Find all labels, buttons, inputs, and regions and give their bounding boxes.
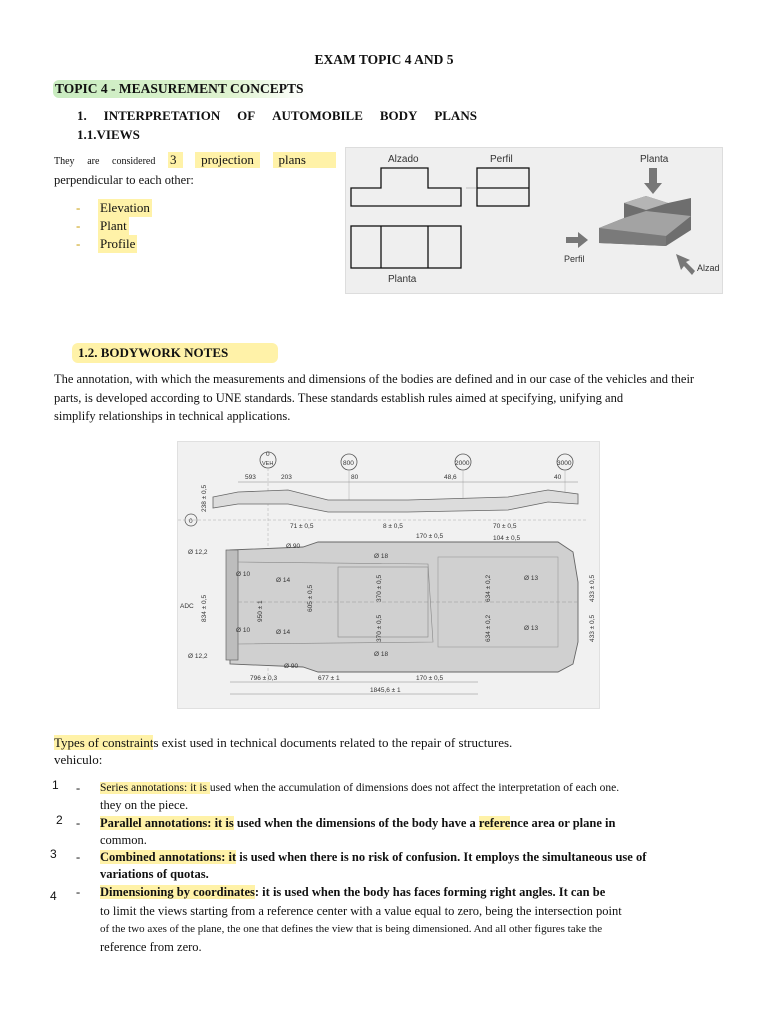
svg-text:Ø 90: Ø 90 bbox=[284, 663, 299, 670]
svg-text:8 ± 0,5: 8 ± 0,5 bbox=[383, 523, 403, 530]
list-item bbox=[76, 235, 152, 253]
section-heading-bodywork-notes: 1.2. BODYWORK NOTES bbox=[72, 343, 278, 363]
alzado-arrow-icon bbox=[676, 254, 695, 275]
svg-text:Ø 12,2: Ø 12,2 bbox=[188, 653, 208, 660]
profile-shape bbox=[477, 168, 529, 206]
svg-text:170 ± 0,5: 170 ± 0,5 bbox=[416, 675, 444, 682]
list-item-parallel bbox=[76, 815, 706, 851]
projection-views-figure bbox=[345, 147, 723, 294]
highlighted-text: Series annotations: it is bbox=[100, 782, 210, 794]
constraints-intro-line1 bbox=[54, 734, 744, 751]
svg-text:3000: 3000 bbox=[557, 460, 572, 467]
svg-text:70 ± 0,5: 70 ± 0,5 bbox=[493, 523, 517, 530]
intro-word: 3 bbox=[168, 152, 183, 168]
highlighted-text: refere bbox=[478, 816, 511, 830]
highlighted-text: Parallel annotations: it is bbox=[100, 816, 234, 830]
bullet-dash: - bbox=[76, 218, 81, 233]
item-line bbox=[100, 884, 706, 901]
svg-text:605 ± 0,5: 605 ± 0,5 bbox=[307, 584, 314, 612]
highlighted-text: Combined annotations: it bbox=[100, 850, 237, 864]
intro-word: They bbox=[54, 156, 75, 167]
svg-text:Ø 12,2: Ø 12,2 bbox=[188, 549, 208, 556]
item-line bbox=[100, 780, 706, 797]
svg-text:170 ± 0,5: 170 ± 0,5 bbox=[416, 533, 444, 540]
svg-text:677 ± 1: 677 ± 1 bbox=[318, 675, 340, 682]
svg-text:Ø 13: Ø 13 bbox=[524, 625, 539, 632]
list-item bbox=[76, 199, 152, 217]
svg-text:71 ± 0,5: 71 ± 0,5 bbox=[290, 523, 314, 530]
item-number: 3 bbox=[50, 847, 57, 861]
bullet-dash: - bbox=[76, 236, 81, 251]
svg-text:Ø 10: Ø 10 bbox=[236, 571, 251, 578]
item-line: common. bbox=[100, 833, 147, 847]
plan-shape bbox=[351, 226, 461, 268]
alzado-arrow-label: Alzad bbox=[697, 263, 720, 273]
svg-text:593: 593 bbox=[245, 474, 256, 481]
item-line: reference from zero. bbox=[100, 940, 202, 954]
bullet-dash: - bbox=[76, 200, 81, 215]
bullet-dash: - bbox=[76, 816, 81, 830]
svg-text:950 ± 1: 950 ± 1 bbox=[257, 600, 264, 622]
svg-text:1845,6 ± 1: 1845,6 ± 1 bbox=[370, 687, 401, 694]
svg-text:Ø 13: Ø 13 bbox=[524, 575, 539, 582]
highlighted-text: Types of constraint bbox=[54, 735, 154, 750]
list-item-label: Elevation bbox=[100, 200, 150, 215]
chassis-dimension-figure bbox=[177, 441, 600, 709]
heading-word: BODY bbox=[379, 108, 418, 123]
svg-text:ADC: ADC bbox=[180, 603, 194, 610]
paragraph-line: parts, is developed according to UNE standards. These standards establish rules aimed at specifying, unifying and bbox=[54, 390, 624, 405]
svg-text:433 ± 0,5: 433 ± 0,5 bbox=[589, 614, 596, 642]
item-line: of the two axes of the plane, the one that defines the view that is being dimensioned. And all other figures take the bbox=[100, 923, 603, 935]
bullet-dash: - bbox=[76, 885, 81, 899]
constraints-intro-line2: vehiculo: bbox=[54, 752, 103, 767]
svg-text:0: 0 bbox=[266, 451, 270, 458]
projection-drawing bbox=[346, 148, 722, 293]
elevation-shape bbox=[351, 168, 461, 206]
svg-text:800: 800 bbox=[343, 460, 354, 467]
list-item-label: Plant bbox=[100, 218, 127, 233]
plain-text: used when the accumulation of dimensions does not affect the interpretation of each one. bbox=[209, 782, 620, 794]
planta-bottom-label: Planta bbox=[388, 274, 417, 285]
svg-text:370 ± 0,5: 370 ± 0,5 bbox=[376, 574, 383, 602]
intro-word: projection bbox=[195, 152, 260, 168]
list-item-combined bbox=[76, 849, 706, 885]
svg-text:Ø 18: Ø 18 bbox=[374, 553, 389, 560]
plain-text: is used when there is no risk of confusion. It employs the simultaneous use of bbox=[236, 850, 647, 864]
list-item-label: Profile bbox=[100, 236, 136, 251]
planta-arrow-icon bbox=[644, 168, 662, 194]
item-line bbox=[100, 815, 706, 832]
svg-text:796 ± 0,3: 796 ± 0,3 bbox=[250, 675, 278, 682]
plain-text: s exist used in technical documents related to the repair of structures. bbox=[153, 735, 513, 750]
svg-text:433 ± 0,5: 433 ± 0,5 bbox=[589, 574, 596, 602]
intro-word: plans bbox=[273, 152, 336, 168]
plain-text: used when the dimensions of the body have a bbox=[233, 816, 479, 830]
views-intro-line1 bbox=[54, 152, 336, 168]
item-line: to limit the views starting from a reference center with a value equal to zero, being the intersection point bbox=[100, 904, 622, 918]
svg-text:40: 40 bbox=[554, 474, 562, 481]
constraints-intro bbox=[54, 734, 744, 768]
svg-text:Ø 14: Ø 14 bbox=[276, 577, 291, 584]
svg-text:634 ± 0,2: 634 ± 0,2 bbox=[485, 574, 492, 602]
plain-text: : it is used when the body has faces forming right angles. It can be bbox=[254, 885, 606, 899]
item-number: 2 bbox=[56, 813, 63, 827]
bullet-dash: - bbox=[76, 850, 81, 864]
svg-text:634 ± 0,2: 634 ± 0,2 bbox=[485, 614, 492, 642]
highlighted-text: Dimensioning by coordinates bbox=[100, 885, 255, 899]
svg-text:Ø 10: Ø 10 bbox=[236, 627, 251, 634]
heading-word: PLANS bbox=[434, 108, 477, 123]
intro-word: are bbox=[87, 156, 100, 167]
item-line bbox=[100, 849, 706, 866]
svg-text:0: 0 bbox=[189, 518, 193, 525]
intro-word: considered bbox=[112, 156, 156, 167]
perfil-arrow-icon bbox=[566, 232, 588, 248]
perfil-label: Perfil bbox=[490, 154, 513, 165]
views-intro-line2: perpendicular to each other: bbox=[54, 173, 194, 187]
document-title: EXAM TOPIC 4 AND 5 bbox=[314, 52, 454, 67]
svg-text:370 ± 0,5: 370 ± 0,5 bbox=[376, 614, 383, 642]
item-line: variations of quotas. bbox=[100, 867, 209, 881]
chassis-drawing bbox=[178, 442, 599, 708]
paragraph-line: simplify relationships in technical applications. bbox=[54, 409, 291, 424]
subsection-heading-views: 1.1.VIEWS bbox=[77, 127, 140, 142]
svg-text:2000: 2000 bbox=[455, 460, 470, 467]
topic-heading: TOPIC 4 - MEASUREMENT CONCEPTS bbox=[53, 80, 308, 98]
heading-word: AUTOMOBILE bbox=[272, 108, 363, 123]
list-item-series bbox=[76, 780, 706, 816]
item-number: 4 bbox=[50, 889, 57, 903]
bodywork-paragraph bbox=[54, 370, 744, 426]
item-line: they on the piece. bbox=[100, 798, 189, 812]
svg-text:48,6: 48,6 bbox=[444, 474, 457, 481]
svg-text:203: 203 bbox=[281, 474, 292, 481]
plain-text: nce area or plane in bbox=[510, 816, 616, 830]
svg-text:104 ± 0,5: 104 ± 0,5 bbox=[493, 535, 521, 542]
svg-text:VEH: VEH bbox=[262, 461, 274, 467]
list-item bbox=[76, 217, 152, 235]
bullet-dash: - bbox=[76, 781, 81, 795]
perfil-arrow-label: Perfil bbox=[564, 254, 585, 264]
heading-word: INTERPRETATION bbox=[103, 108, 221, 123]
planta-label: Planta bbox=[640, 154, 669, 165]
svg-text:80: 80 bbox=[351, 474, 359, 481]
section-heading-1 bbox=[77, 108, 477, 124]
paragraph-line: The annotation, with which the measurements and dimensions of the bodies are defined and in our case of the vehicles and their bbox=[54, 372, 695, 386]
svg-text:Ø 90: Ø 90 bbox=[286, 543, 301, 550]
views-list bbox=[76, 199, 152, 253]
heading-word: 1. bbox=[77, 108, 87, 123]
list-item-coordinates bbox=[76, 884, 706, 960]
item-number: 1 bbox=[52, 778, 59, 792]
svg-text:834 ± 0,5: 834 ± 0,5 bbox=[201, 594, 208, 622]
heading-word: OF bbox=[237, 108, 256, 123]
alzado-label: Alzado bbox=[388, 154, 419, 165]
svg-text:Ø 18: Ø 18 bbox=[374, 651, 389, 658]
svg-text:Ø 14: Ø 14 bbox=[276, 629, 291, 636]
svg-text:238 ± 0,5: 238 ± 0,5 bbox=[201, 484, 208, 512]
